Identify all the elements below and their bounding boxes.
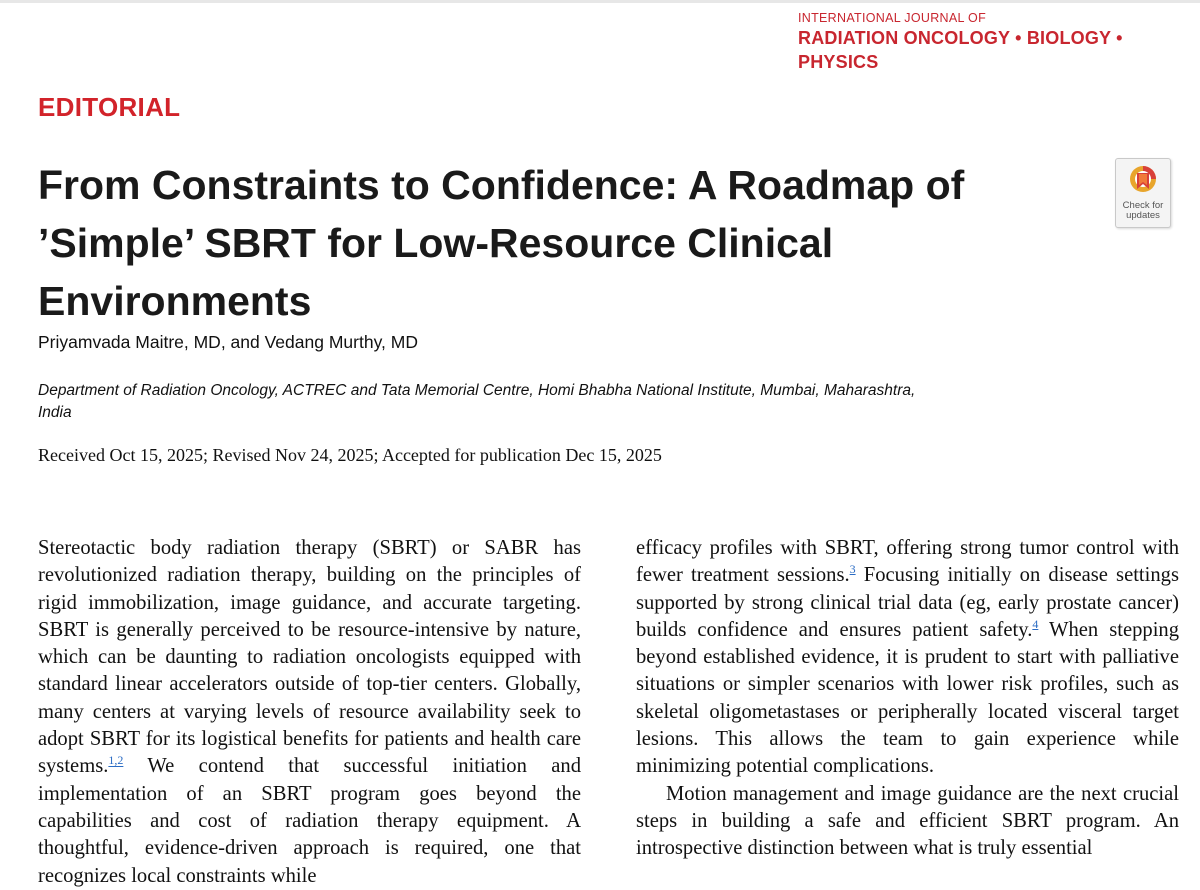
citation-link[interactable]: 4: [1032, 617, 1039, 632]
paragraph-text: efficacy profiles with SBRT, offering strong tumor control with fewer treatment sessions.: [636, 537, 1179, 587]
journal-name-line2: RADIATION ONCOLOGY • BIOLOGY • PHYSICS: [798, 28, 1123, 72]
journal-masthead: [762, 10, 1182, 74]
title-line-3: Environments: [38, 278, 312, 324]
affiliation: [38, 380, 998, 424]
body-paragraph: Motion management and image guidance are the next crucial steps in building a safe and efficient SBRT program. An introspective distinction between what is truly essential: [636, 782, 1179, 860]
check-for-updates-badge[interactable]: [1115, 158, 1171, 228]
paragraph-text: Stereotactic body radiation therapy (SBRT) or SABR has revolutionized radiation therapy, building on the principles of rigid immobilization, image guidance, and accurate targeting. SBRT is generally perceived to be resource-intensive by nature, which can be daunting to radiation oncologists equipped with standard linear accelerators outside of top-tier centers. Globally, many centers at varying levels of resource availability seek to adopt SBRT for its logistical benefits for patients and health care systems.: [38, 537, 581, 778]
body-column-left: [38, 535, 581, 890]
body-column-right: [636, 535, 1179, 863]
journal-name-line1: INTERNATIONAL JOURNAL OF: [798, 11, 987, 25]
author-list: Priyamvada Maitre, MD, and Vedang Murthy, MD: [38, 332, 418, 352]
affiliation-line-1: Department of Radiation Oncology, ACTREC and Tata Memorial Centre, Homi Bhabha National Institute, Mumbai, Maharashtra,: [38, 382, 916, 399]
paragraph-text: Focusing initially on disease settings supported by strong clinical trial data (eg, early prostate cancer) builds confidence and ensures patient safety.: [636, 564, 1179, 641]
publication-dates: Received Oct 15, 2025; Revised Nov 24, 2025; Accepted for publication Dec 15, 2025: [38, 445, 662, 465]
article-title: [38, 156, 1038, 330]
check-updates-label: [1116, 201, 1170, 221]
badge-line-1: Check for: [1122, 200, 1164, 211]
section-label: EDITORIAL: [38, 92, 181, 122]
body-paragraph: [38, 535, 581, 890]
body-paragraph: [636, 535, 1179, 781]
title-line-2: ’Simple’ SBRT for Low-Resource Clinical: [38, 220, 834, 266]
check-updates-icon: [1127, 163, 1159, 199]
citation-link[interactable]: 1,2: [108, 753, 124, 768]
title-line-1: From Constraints to Confidence: A Roadmap of: [38, 162, 965, 208]
top-border: [0, 0, 1200, 3]
paragraph-text: We contend that successful initiation and implementation of an SBRT program goes beyond the capabilities and cost of radiation therapy equipment. A thoughtful, evidence-driven approach is required, one that recognizes local constraints while: [38, 755, 581, 887]
affiliation-line-2: India: [38, 404, 72, 421]
citation-link[interactable]: 3: [849, 562, 856, 577]
badge-line-2: updates: [1126, 210, 1160, 221]
paragraph-text: When stepping beyond established evidence, it is prudent to start with palliative situations or simpler scenarios with lower risk profiles, such as skeletal oligometastases or peripherally located visceral target lesions. This allows the team to gain experience while minimizing potential complications.: [636, 618, 1180, 778]
